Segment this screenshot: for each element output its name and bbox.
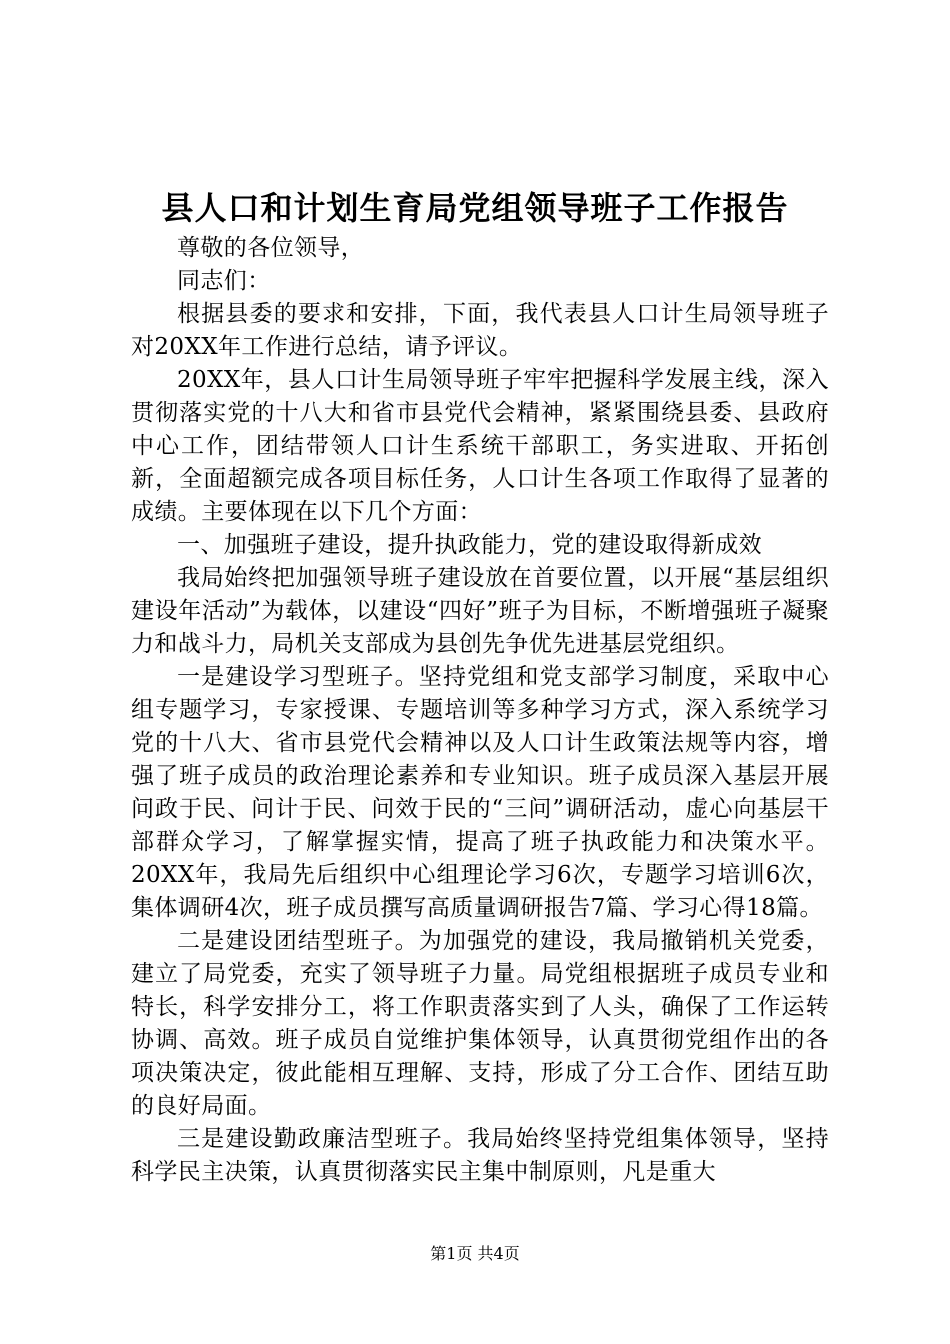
- salutation-comrades: 同志们：: [177, 268, 271, 294]
- page-footer: 第1页 共4页: [430, 1244, 520, 1263]
- body-paragraph: 二是建设团结型班子。为加强党的建设，我局撤销机关党委，建立了局党委，充实了领导班子力量。局党组根据班子成员专业和特长，科学安排分工，将工作职责落实到了人头，确保了工作运转协调、高效。班子成员自觉维护集体领导，认真贯彻党组作出的各项决策决定，彼此能相互理解、支持，形成了分工合作、团结互助的良好局面。: [131, 928, 829, 1119]
- body-paragraph: 我局始终把加强领导班子建设放在首要位置，以开展“基层组织建设年活动”为载体，以建设“四好”班子为目标，不断增强班子凝聚力和战斗力，局机关支部成为县创先争优先进基层党组织。: [131, 565, 829, 657]
- section-heading-1: 一、加强班子建设，提升执政能力，党的建设取得新成效: [177, 532, 762, 558]
- intro-paragraph: 根据县委的要求和安排，下面，我代表县人口计生局领导班子对20XX年工作进行总结，请予评议。: [131, 301, 829, 360]
- document-body: [131, 232, 829, 1189]
- document-title: 县人口和计划生育局党组领导班子工作报告: [161, 189, 789, 227]
- summary-paragraph: 20XX年，县人口计生局领导班子牢牢把握科学发展主线，深入贯彻落实党的十八大和省市县党代会精神，紧紧围绕县委、县政府中心工作，团结带领人口计生系统干部职工，务实进取、开拓创新，全面超额完成各项目标任务，人口计生各项工作取得了显著的成绩。主要体现在以下几个方面：: [131, 367, 829, 525]
- body-paragraph: 一是建设学习型班子。坚持党组和党支部学习制度，采取中心组专题学习，专家授课、专题培训等多种学习方式，深入系统学习党的十八大、省市县党代会精神以及人口计生政策法规等内容，增强了班子成员的政治理论素养和专业知识。班子成员深入基层开展问政于民、问计于民、问效于民的“三问”调研活动，虚心向基层干部群众学习，了解掌握实情，提高了班子执政能力和决策水平。20XX年，我局先后组织中心组理论学习6次，专题学习培训6次，集体调研4次，班子成员撰写高质量调研报告7篇、学习心得18篇。: [131, 664, 829, 921]
- salutation-leaders: 尊敬的各位领导，: [177, 235, 365, 261]
- body-paragraph: 三是建设勤政廉洁型班子。我局始终坚持党组集体领导，坚持科学民主决策，认真贯彻落实民主集中制原则，凡是重大: [131, 1126, 829, 1185]
